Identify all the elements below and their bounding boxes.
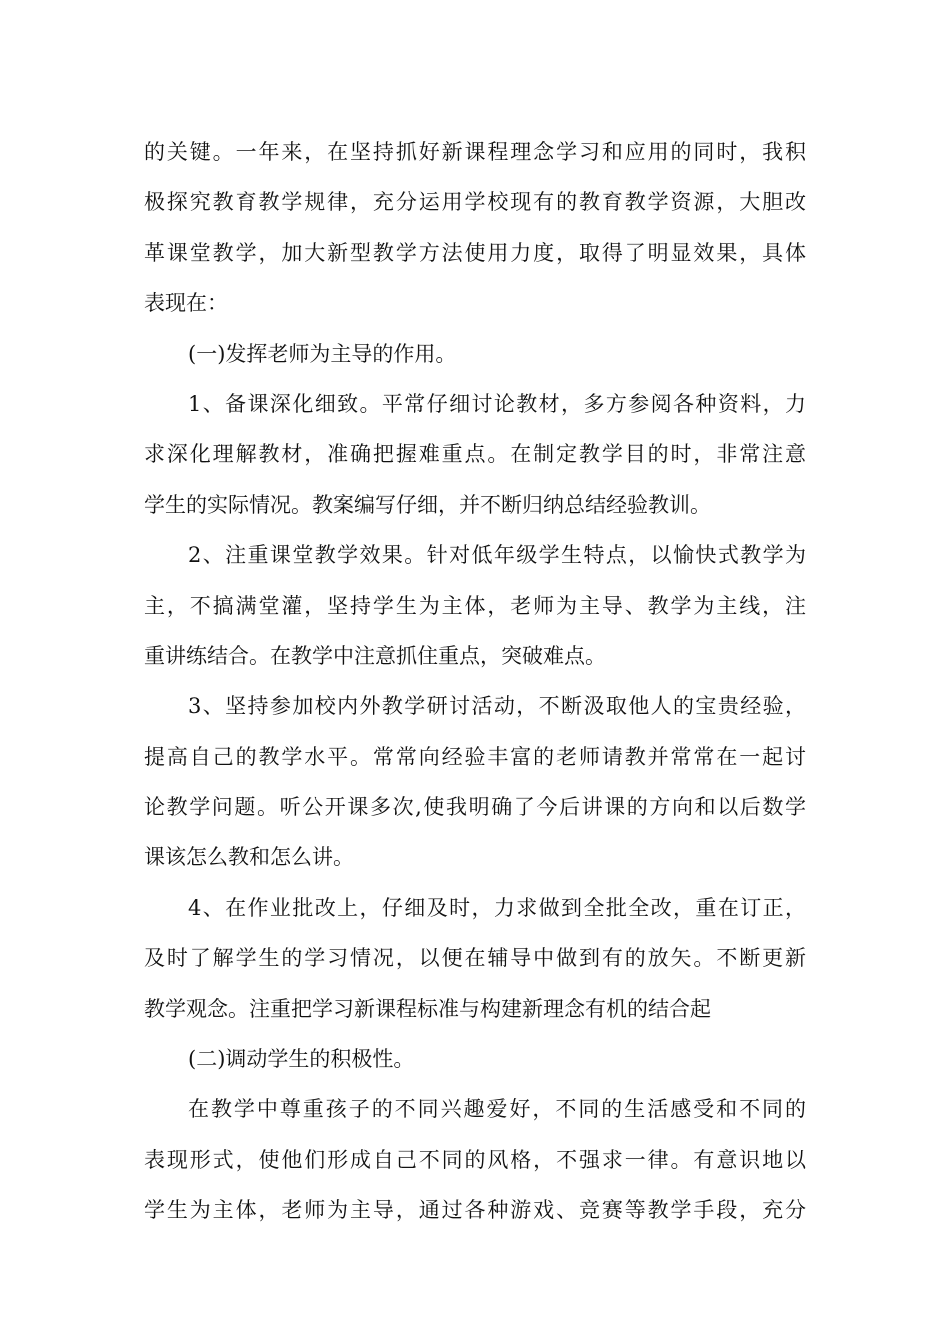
text-line: 革课堂教学，加大新型教学方法使用力度，取得了明显效果，具体: [144, 240, 806, 265]
text-line: 论教学问题。听公开课多次,使我明确了今后讲课的方向和以后数学: [144, 795, 806, 820]
text-line: 求深化理解教材，准确把握难重点。在制定教学目的时，非常注意: [144, 442, 806, 467]
text-line: 主，不搞满堂灌，坚持学生为主体，老师为主导、教学为主线，注: [144, 593, 806, 618]
text-line: 1、备课深化细致。平常仔细讨论教材，多方参阅各种资料，力: [188, 391, 806, 416]
section-heading: (一)发挥老师为主导的作用。: [188, 341, 457, 366]
text-line: 在教学中尊重孩子的不同兴趣爱好，不同的生活感受和不同的: [188, 1097, 806, 1122]
section-heading: (二)调动学生的积极性。: [188, 1047, 415, 1072]
text-line: 4、在作业批改上，仔细及时，力求做到全批全改，重在订正，: [188, 895, 806, 920]
text-line: 学生为主体，老师为主导，通过各种游戏、竞赛等教学手段，充分: [144, 1198, 806, 1223]
text-line: 的关键。一年来，在坚持抓好新课程理念学习和应用的同时，我积: [144, 140, 806, 164]
text-line: 表现形式，使他们形成自己不同的风格，不强求一律。有意识地以: [144, 1147, 806, 1172]
text-line: 学生的实际情况。教案编写仔细，并不断归纳总结经验教训。: [144, 492, 711, 517]
text-line: 课该怎么教和怎么讲。: [144, 845, 354, 870]
text-line: 教学观念。注重把学习新课程标准与构建新理念有机的结合起: [144, 996, 711, 1021]
text-line: 3、坚持参加校内外教学研讨活动，不断汲取他人的宝贵经验，: [188, 694, 806, 719]
text-line: 表现在：: [144, 291, 228, 316]
text-line: 提高自己的教学水平。常常向经验丰富的老师请教并常常在一起讨: [144, 744, 806, 769]
body-text: [144, 127, 806, 1236]
text-line: 及时了解学生的学习情况，以便在辅导中做到有的放矢。不断更新: [144, 946, 806, 971]
text-line: 重讲练结合。在教学中注意抓住重点，突破难点。: [144, 643, 606, 668]
text-line: 极探究教育教学规律，充分运用学校现有的教育教学资源，大胆改: [144, 190, 806, 215]
text-line: 2、注重课堂教学效果。针对低年级学生特点，以愉快式教学为: [188, 543, 806, 568]
